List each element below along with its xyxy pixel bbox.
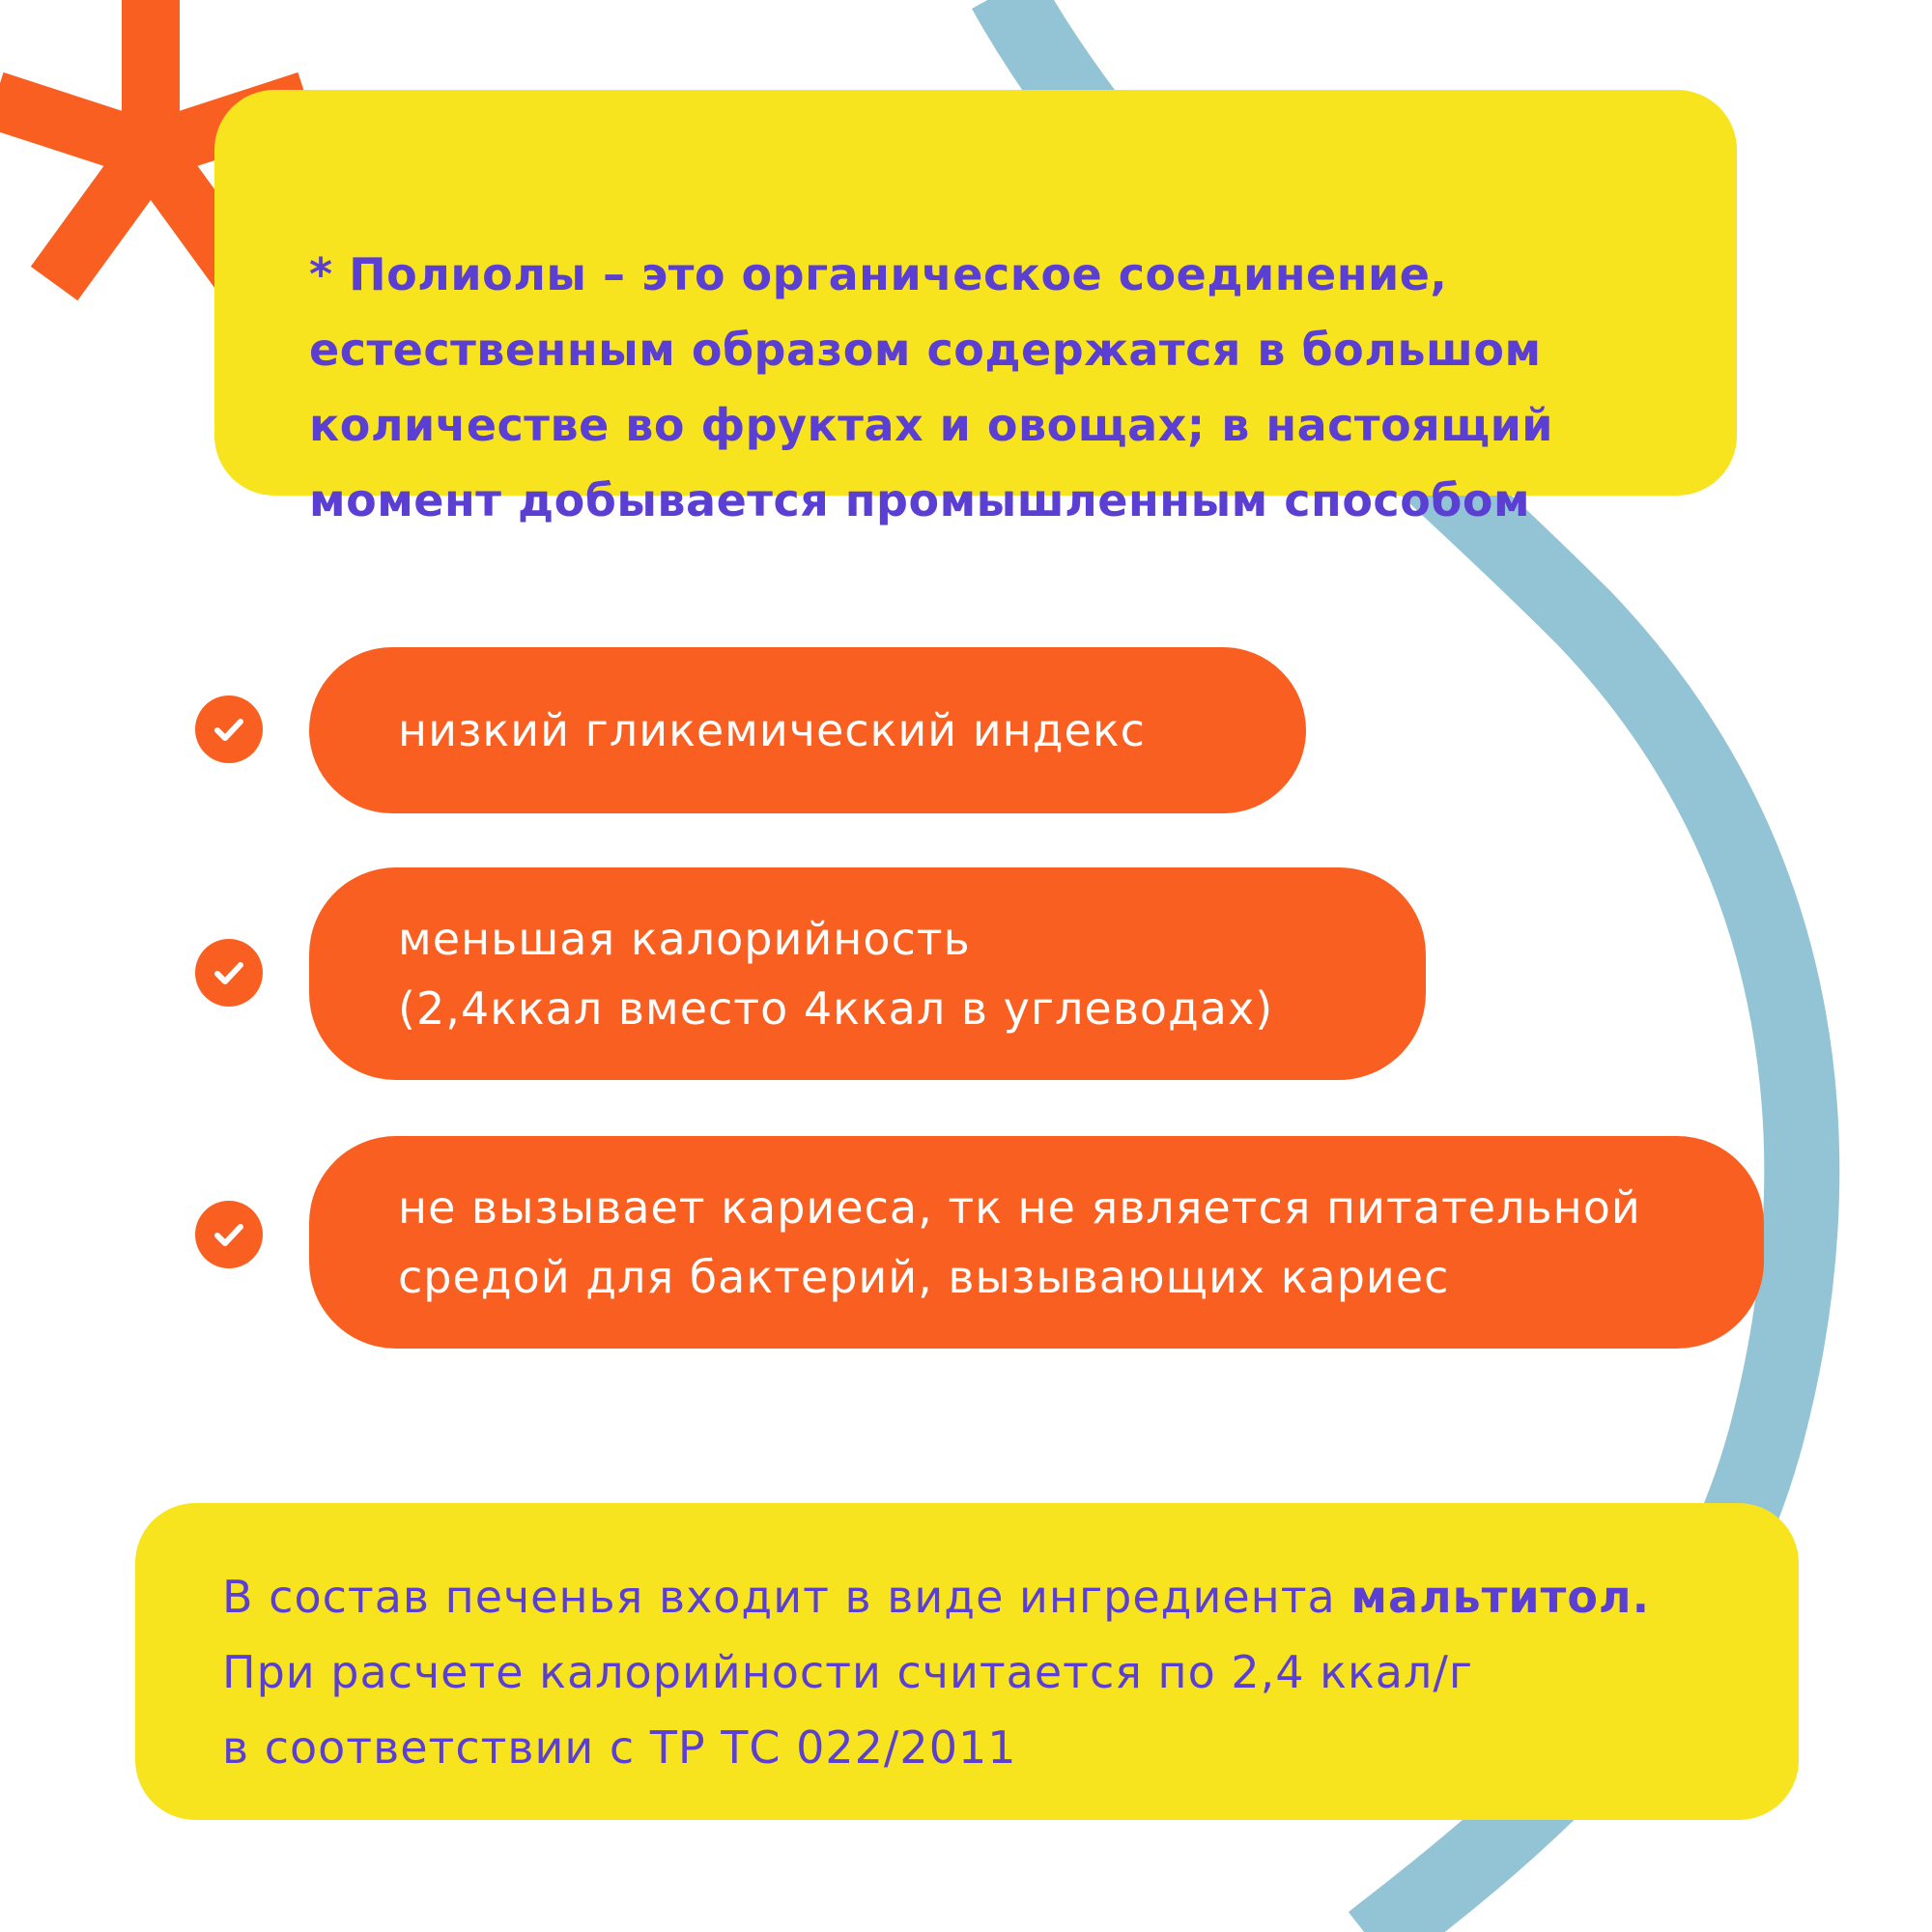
note-line3: в соответствии с ТР ТС 022/2011 [222, 1721, 1017, 1774]
note-line2: При расчете калорийности считается по 2,4 ккал/г [222, 1646, 1473, 1698]
check-circle-icon [195, 1201, 263, 1268]
note-card [135, 1503, 1799, 1820]
benefit-item [309, 867, 1426, 1080]
definition-text: * Полиолы – это органическое соединение, естественным образом содержатся в большом количестве во фруктах и овощах; в настоящий момент добывается промышленным способом [309, 248, 1554, 526]
benefit-text: меньшая калорийность (2,4ккал вместо 4ккал в углеводах) [398, 913, 1274, 1035]
note-ingredient: мальтитол. [1350, 1571, 1651, 1623]
note-text [222, 1559, 1760, 1785]
note-line1-prefix: В состав печенья входит в виде ингредиента [222, 1571, 1351, 1623]
benefit-item [309, 647, 1306, 813]
check-circle-icon [195, 696, 263, 763]
definition-card [214, 90, 1737, 526]
benefit-item [309, 1136, 1764, 1349]
benefit-text: не вызывает кариеса, тк не является питательной средой для бактерий, вызывающих кариес [398, 1181, 1641, 1303]
benefit-text: низкий гликемический индекс [398, 704, 1146, 756]
check-circle-icon [195, 939, 263, 1007]
